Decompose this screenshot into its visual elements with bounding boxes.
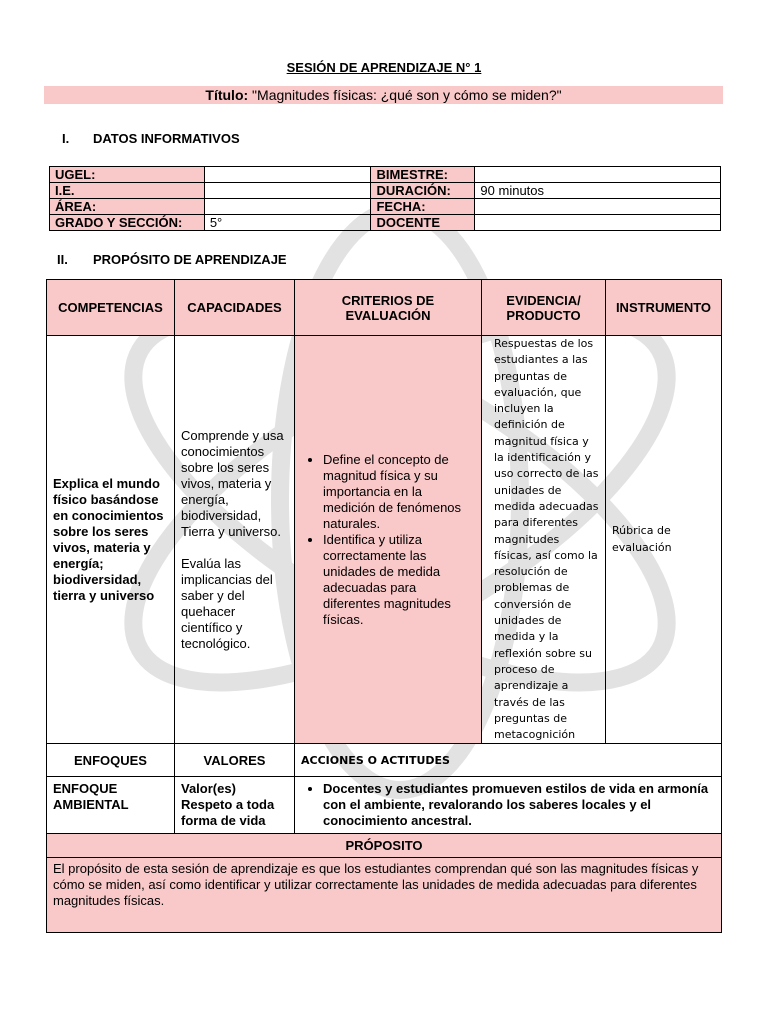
- capacidad-2: Evalúa las implicancias del saber y del quehacer científico y tecnológico.: [181, 555, 273, 651]
- section-1-number: I.: [62, 131, 70, 146]
- ie-label: I.E.: [50, 183, 205, 199]
- subtitle-label: Título:: [205, 87, 249, 103]
- capacidad-1: Comprende y usa conocimientos sobre los seres vivos, materia y energía, biodiversidad, Tierra y universo.: [181, 427, 284, 539]
- area-label: ÁREA:: [50, 199, 205, 215]
- bimestre-label: BIMESTRE:: [371, 167, 475, 183]
- section-2-title: PROPÓSITO DE APRENDIZAJE: [93, 252, 287, 267]
- grado-label: GRADO Y SECCIÓN:: [50, 215, 205, 231]
- ugel-label: UGEL:: [50, 167, 205, 183]
- header-enfoques: ENFOQUES: [47, 744, 175, 777]
- proposito-title: PRÓPOSITO: [47, 834, 722, 858]
- criterio-2: • Identifica y utiliza correctamente las unidades de medida adecuadas para diferentes magnitudes físicas.: [323, 532, 475, 628]
- ugel-value: [204, 167, 371, 183]
- document-title: SESIÓN DE APRENDIZAJE N° 1: [286, 60, 482, 75]
- info-table: [49, 166, 721, 231]
- proposito-text: El propósito de esta sesión de aprendizaje es que los estudiantes comprendan qué son las magnitudes físicas y cómo se miden, así como identificar y utilizar correctamente las unidades de medida adecuadas para diferentes magnitudes físicas.: [47, 858, 722, 933]
- header-valores: VALORES: [175, 744, 295, 777]
- header-competencias: COMPETENCIAS: [47, 280, 175, 336]
- bimestre-value: [475, 167, 721, 183]
- acciones-cell: [295, 777, 722, 834]
- competencia-cell: Explica el mundo físico basándose en conocimientos sobre los seres vivos, materia y energía; biodiversidad, tierra y universo: [47, 336, 175, 744]
- header-acciones: ACCIONES O ACTITUDES: [295, 744, 722, 777]
- enfoque-cell: ENFOQUE AMBIENTAL: [47, 777, 175, 834]
- instrumento-cell: Rúbrica de evaluación: [606, 336, 722, 744]
- accion-item: • Docentes y estudiantes promueven estilos de vida en armonía con el ambiente, revalorando los saberes locales y el conocimiento ancestral.: [323, 781, 715, 829]
- duracion-value: 90 minutos: [475, 183, 721, 199]
- subtitle-text: "Magnitudes físicas: ¿qué son y cómo se miden?": [248, 87, 562, 103]
- session-title-bar: [44, 86, 723, 104]
- area-value: [204, 199, 371, 215]
- fecha-label: FECHA:: [371, 199, 475, 215]
- header-criterios: CRITERIOS DE EVALUACIÓN: [295, 280, 482, 336]
- docente-label: DOCENTE: [371, 215, 475, 231]
- grado-value: 5°: [204, 215, 371, 231]
- duracion-label: DURACIÓN:: [371, 183, 475, 199]
- purpose-table: [46, 279, 722, 933]
- capacidades-cell: [175, 336, 295, 744]
- section-1-title: DATOS INFORMATIVOS: [93, 131, 240, 146]
- evidencia-cell: Respuestas de los estudiantes a las preguntas de evaluación, que incluyen la definición de magnitud física y la identificación y uso correcto de las unidades de medida adecuadas para diferentes magnitudes físicas, así como la resolución de problemas de conversión de unidades de medida y la reflexión sobre su proceso de aprendizaje a través de las preguntas de metacognición: [482, 336, 606, 744]
- header-instrumento: INSTRUMENTO: [606, 280, 722, 336]
- criterio-1: • Define el concepto de magnitud física y su importancia en la medición de fenómenos naturales.: [323, 452, 475, 532]
- header-capacidades: CAPACIDADES: [175, 280, 295, 336]
- section-2-number: II.: [57, 252, 68, 267]
- docente-value: [475, 215, 721, 231]
- ie-value: [204, 183, 371, 199]
- valor-cell: Valor(es) Respeto a toda forma de vida: [175, 777, 295, 834]
- header-evidencia: EVIDENCIA/ PRODUCTO: [482, 280, 606, 336]
- fecha-value: [475, 199, 721, 215]
- criterios-cell: [295, 336, 482, 744]
